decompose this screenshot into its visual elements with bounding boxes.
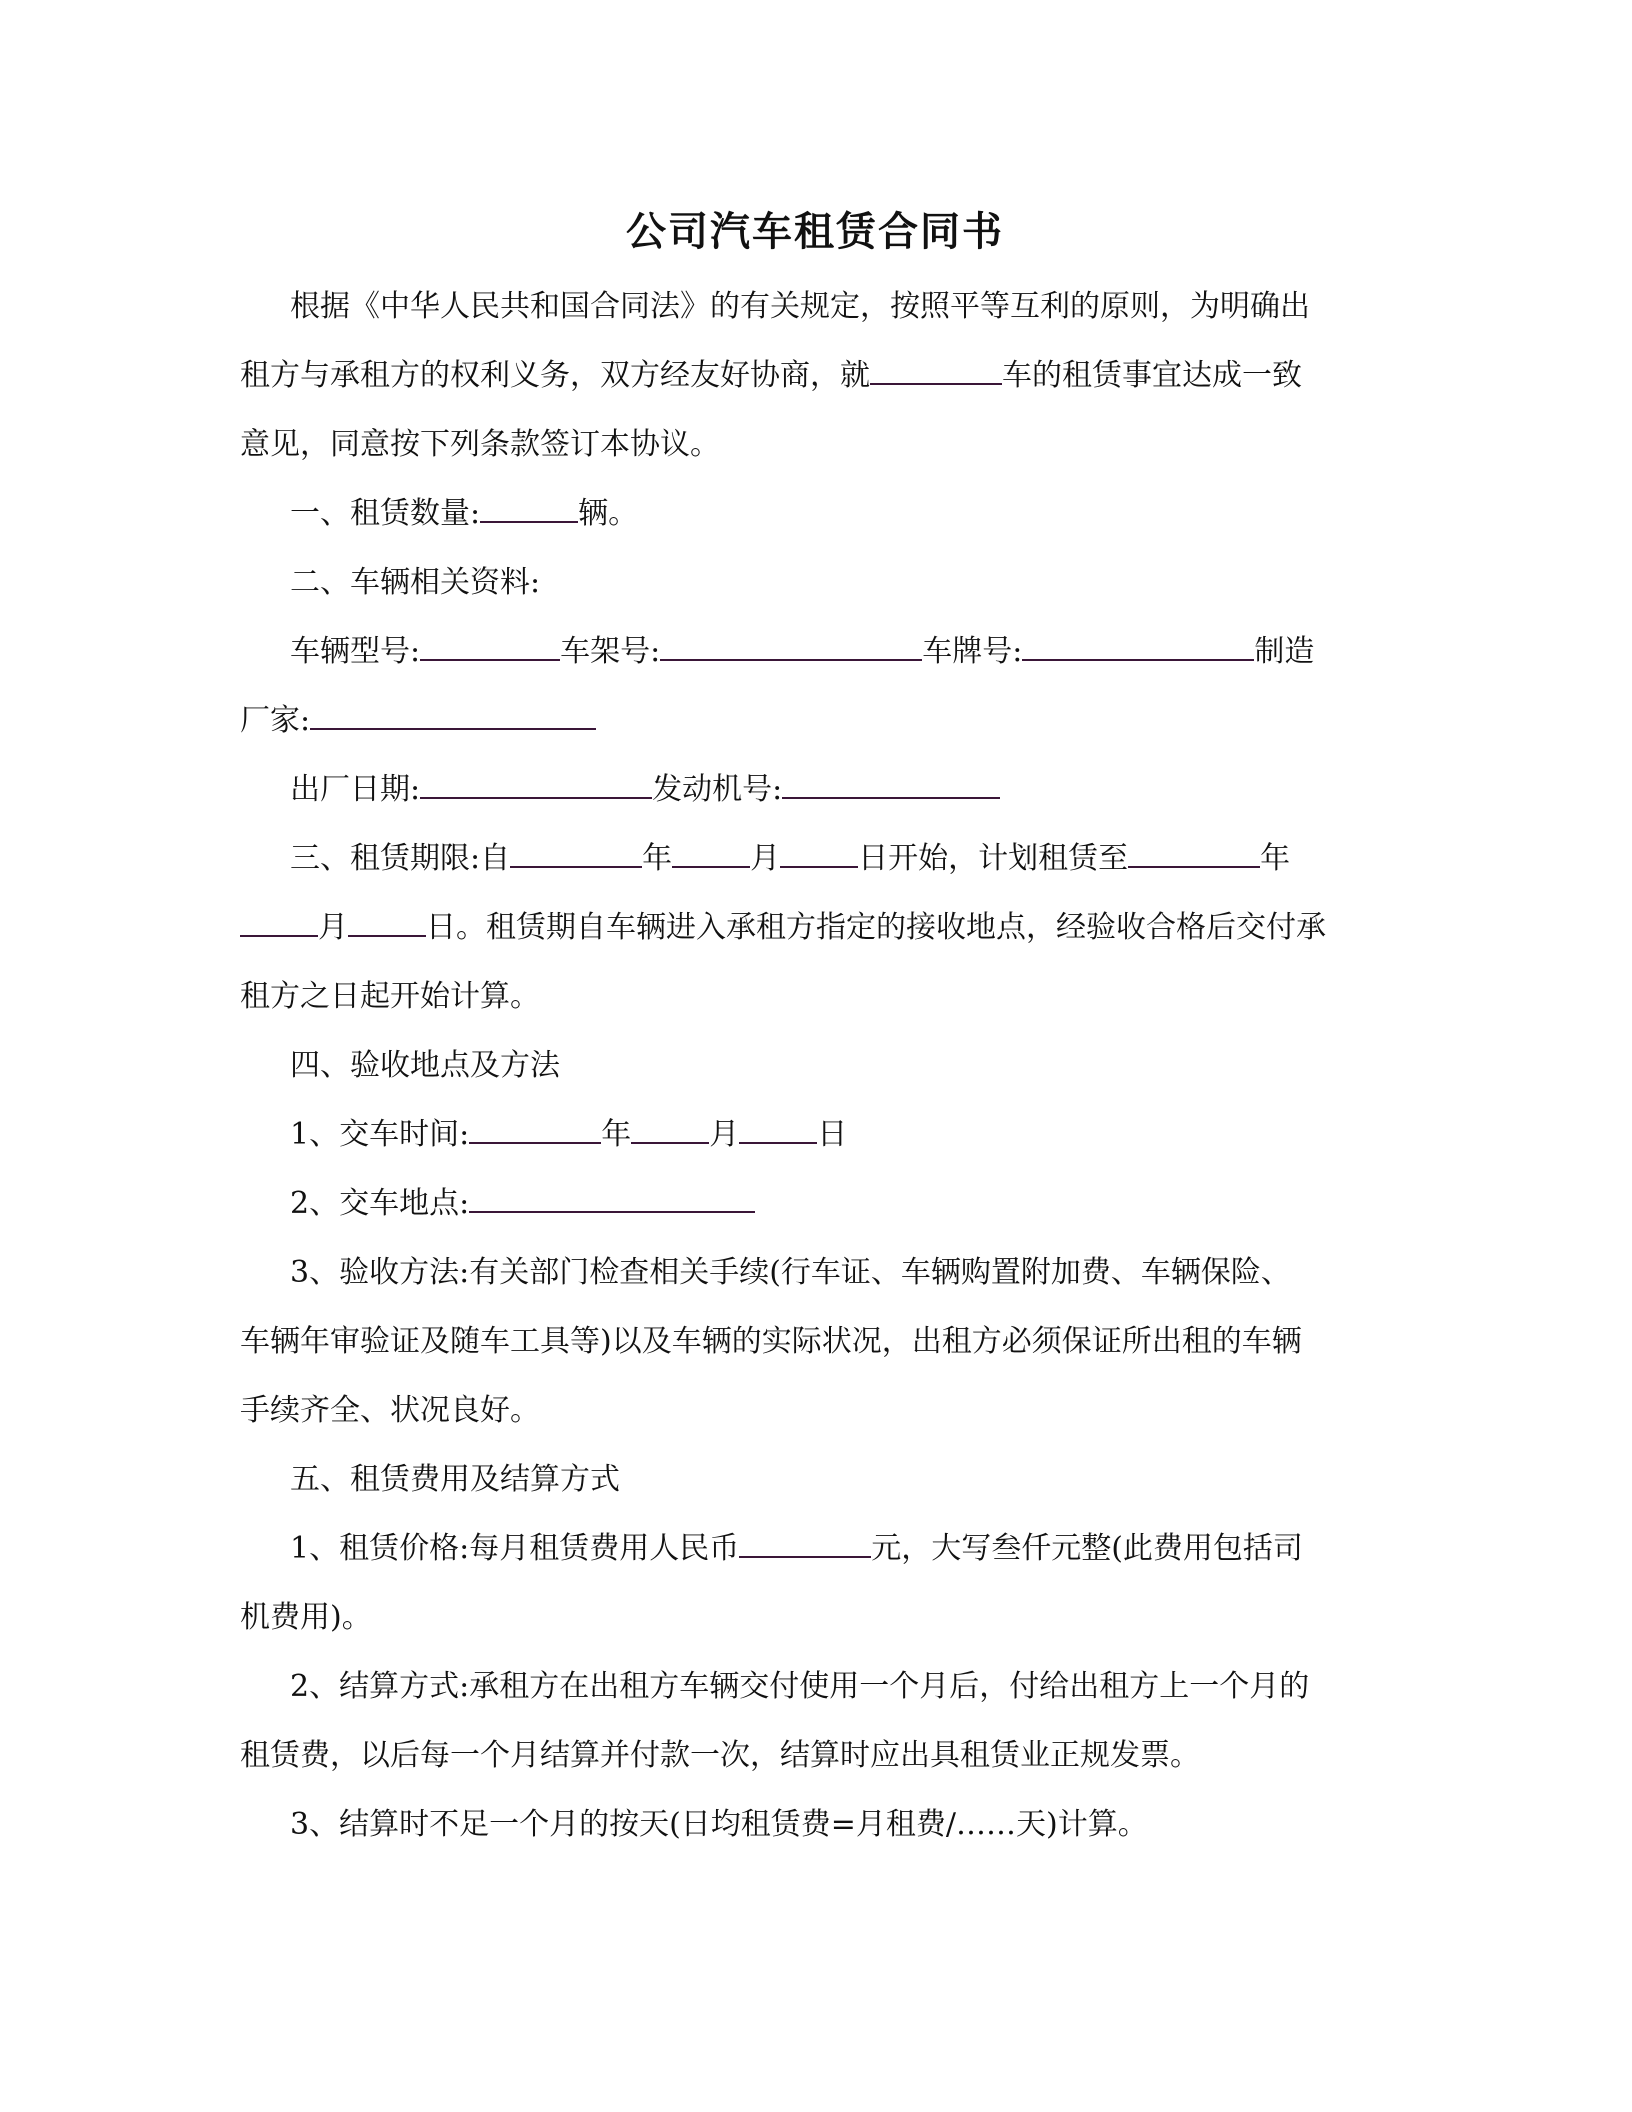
end-month-blank[interactable]	[240, 907, 318, 937]
maker-label-b: 厂家:	[240, 703, 311, 738]
plate-label: 车牌号:	[922, 634, 1023, 669]
month-text: 月	[750, 841, 781, 876]
section-1-quantity	[290, 479, 638, 548]
model-label: 车辆型号:	[290, 634, 421, 669]
maker-label-a: 制造	[1254, 634, 1315, 669]
vehicle-info-line-1	[290, 617, 1314, 686]
intro-line-2-text-b: 车的租赁事宜达成一致	[1002, 358, 1302, 393]
vehicle-info-line-3	[290, 755, 1000, 824]
settlement-line-2: 租赁费，以后每一个月结算并付款一次，结算时应出具租赁业正规发票。	[240, 1738, 1200, 1773]
section-3-line-1	[290, 824, 1290, 893]
section-5-heading: 五、租赁费用及结算方式	[290, 1462, 620, 1497]
frame-label: 车架号:	[560, 634, 661, 669]
settlement-line-1: 2、结算方式:承租方在出租方车辆交付使用一个月后，付给出租方上一个月的	[290, 1669, 1310, 1704]
section-2-heading: 二、车辆相关资料:	[290, 565, 541, 600]
manufacturer-blank[interactable]	[310, 700, 596, 730]
delivery-place-label: 2、交车地点:	[290, 1186, 470, 1221]
delivery-place-blank[interactable]	[469, 1183, 755, 1213]
delivery-year-text: 年	[601, 1117, 632, 1152]
plate-number-blank[interactable]	[1022, 631, 1254, 661]
year-text: 年	[642, 841, 673, 876]
delivery-time-line	[290, 1100, 847, 1169]
inspection-line-1: 3、验收方法:有关部门检查相关手续(行车证、车辆购置附加费、车辆保险、	[290, 1255, 1291, 1290]
start-year-blank[interactable]	[510, 838, 642, 868]
year2-text: 年	[1260, 841, 1291, 876]
model-blank[interactable]	[420, 631, 560, 661]
intro-line-2	[240, 341, 1302, 410]
delivery-month-blank[interactable]	[631, 1114, 709, 1144]
engine-label: 发动机号:	[652, 772, 783, 807]
end-day-blank[interactable]	[348, 907, 426, 937]
delivery-day-text: 日	[817, 1117, 848, 1152]
month2-text: 月	[318, 910, 348, 945]
start-day-blank[interactable]	[780, 838, 858, 868]
price-text-b: 元，大写叁仟元整(此费用包括司	[871, 1531, 1303, 1566]
date-label: 出厂日期:	[290, 772, 421, 807]
intro-line-1: 根据《中华人民共和国合同法》的有关规定，按照平等互利的原则，为明确出	[290, 289, 1310, 324]
inspection-line-3: 手续齐全、状况良好。	[240, 1393, 540, 1428]
quantity-blank[interactable]	[480, 493, 578, 523]
vehicle-info-line-2	[240, 686, 596, 755]
price-line-2: 机费用)。	[240, 1600, 372, 1635]
price-label: 1、租赁价格:每月租赁费用人民币	[290, 1531, 740, 1566]
quantity-unit: 辆。	[578, 496, 639, 531]
price-amount-blank[interactable]	[739, 1528, 871, 1558]
delivery-year-blank[interactable]	[469, 1114, 601, 1144]
quantity-label: 一、租赁数量:	[290, 496, 481, 531]
section-3-line-2	[240, 893, 1326, 962]
inspection-line-2: 车辆年审验证及随车工具等)以及车辆的实际状况，出租方必须保证所出租的车辆	[240, 1324, 1302, 1359]
delivery-time-label: 1、交车时间:	[290, 1117, 470, 1152]
price-line-1	[290, 1514, 1303, 1583]
day2-rest-text: 日。租赁期自车辆进入承租方指定的接收地点，经验收合格后交付承	[426, 910, 1326, 945]
delivery-month-text: 月	[709, 1117, 740, 1152]
delivery-day-blank[interactable]	[739, 1114, 817, 1144]
day-start-text: 日开始，计划租赁至	[858, 841, 1129, 876]
intro-line-2-text-a: 租方与承租方的权利义务，双方经友好协商，就	[240, 358, 870, 393]
partial-month-line: 3、结算时不足一个月的按天(日均租赁费=月租费/……天)计算。	[290, 1807, 1148, 1842]
end-year-blank[interactable]	[1128, 838, 1260, 868]
start-month-blank[interactable]	[672, 838, 750, 868]
manufacture-date-blank[interactable]	[420, 769, 652, 799]
engine-number-blank[interactable]	[782, 769, 1000, 799]
frame-number-blank[interactable]	[660, 631, 922, 661]
intro-line-3: 意见，同意按下列条款签订本协议。	[240, 427, 720, 462]
delivery-place-line	[290, 1169, 755, 1238]
section-3-line-3: 租方之日起开始计算。	[240, 979, 540, 1014]
vehicle-type-blank[interactable]	[870, 355, 1002, 385]
document-title: 公司汽车租赁合同书	[626, 208, 1004, 255]
section-4-heading: 四、验收地点及方法	[290, 1048, 560, 1083]
term-label: 三、租赁期限:自	[290, 841, 511, 876]
